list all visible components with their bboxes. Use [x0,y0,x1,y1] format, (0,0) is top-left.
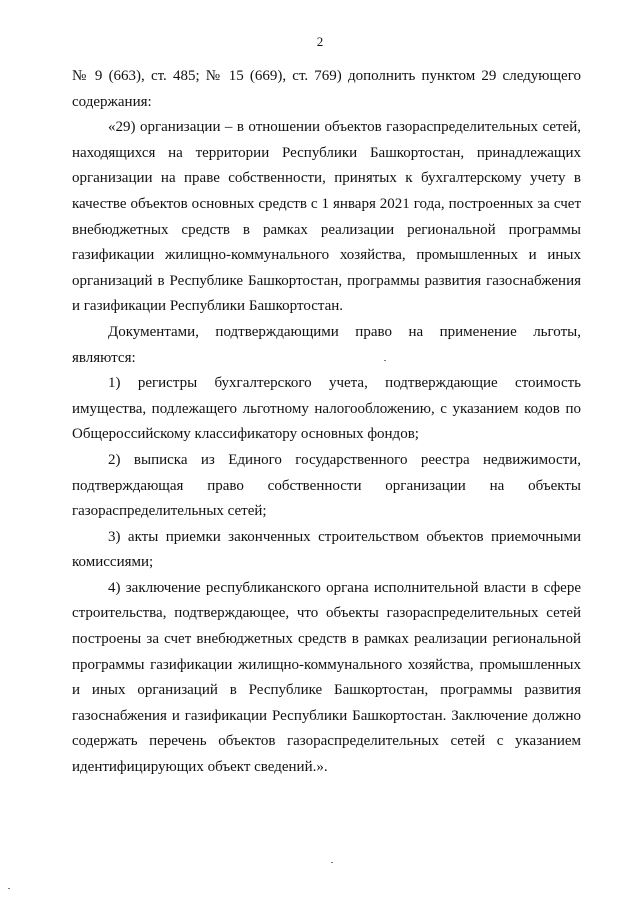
paragraph-item-29: «29) организации – в отношении объектов газораспределительных сетей, находящихся на территории Республики Башкортостан, принадлежащих организации на праве собственности, принятых к бухгалтерскому учету в качестве объектов основных средств с 1 января 2021 года, построенных за счет внебюджетных средств в рамках реализации региональной программы газификации жилищно-коммунального хозяйства, промышленных и иных организаций в Республике Башкортостан, программы развития газоснабжения и газификации Республики Башкортостан. [72,119,581,315]
list-item-3: 3) акты приемки законченных строительством объектов приемочными комиссиями; [72,528,581,571]
list-item-2: 2) выписка из Единого государственного реестра недвижимости, подтверждающая право собственности организации на объекты газораспределительных сетей; [72,451,581,520]
page-number: 2 [316,34,324,49]
document-body [72,64,581,781]
list-item-1: 1) регистры бухгалтерского учета, подтверждающие стоимость имущества, подлежащего льготному налогообложению, с указанием кодов по Общероссийскому классификатору основных фондов; [72,375,581,443]
scan-speck [331,862,333,863]
paragraph-amendment-intro: № 9 (663), ст. 485; № 15 (669), ст. 769) дополнить пунктом 29 следующего содержания: [72,68,581,110]
scan-speck [384,360,386,361]
list-item-4: 4) заключение республиканского органа исполнительной власти в сфере строительства, подтверждающее, что объекты газораспределительных сетей построены за счет внебюджетных средств в рамках реализации региональной программы газификации жилищно-коммунального хозяйства, промышленных и иных организаций в Республике Башкортостан, программы развития газоснабжения и газификации Республики Башкортостан. Заключение должно содержать перечень объектов газораспределительных сетей с указанием идентифицирующих объект сведений.». [72,579,581,776]
scan-speck [8,888,10,889]
paragraph-documents-intro: Документами, подтверждающими право на применение льготы, являются: [72,323,581,366]
